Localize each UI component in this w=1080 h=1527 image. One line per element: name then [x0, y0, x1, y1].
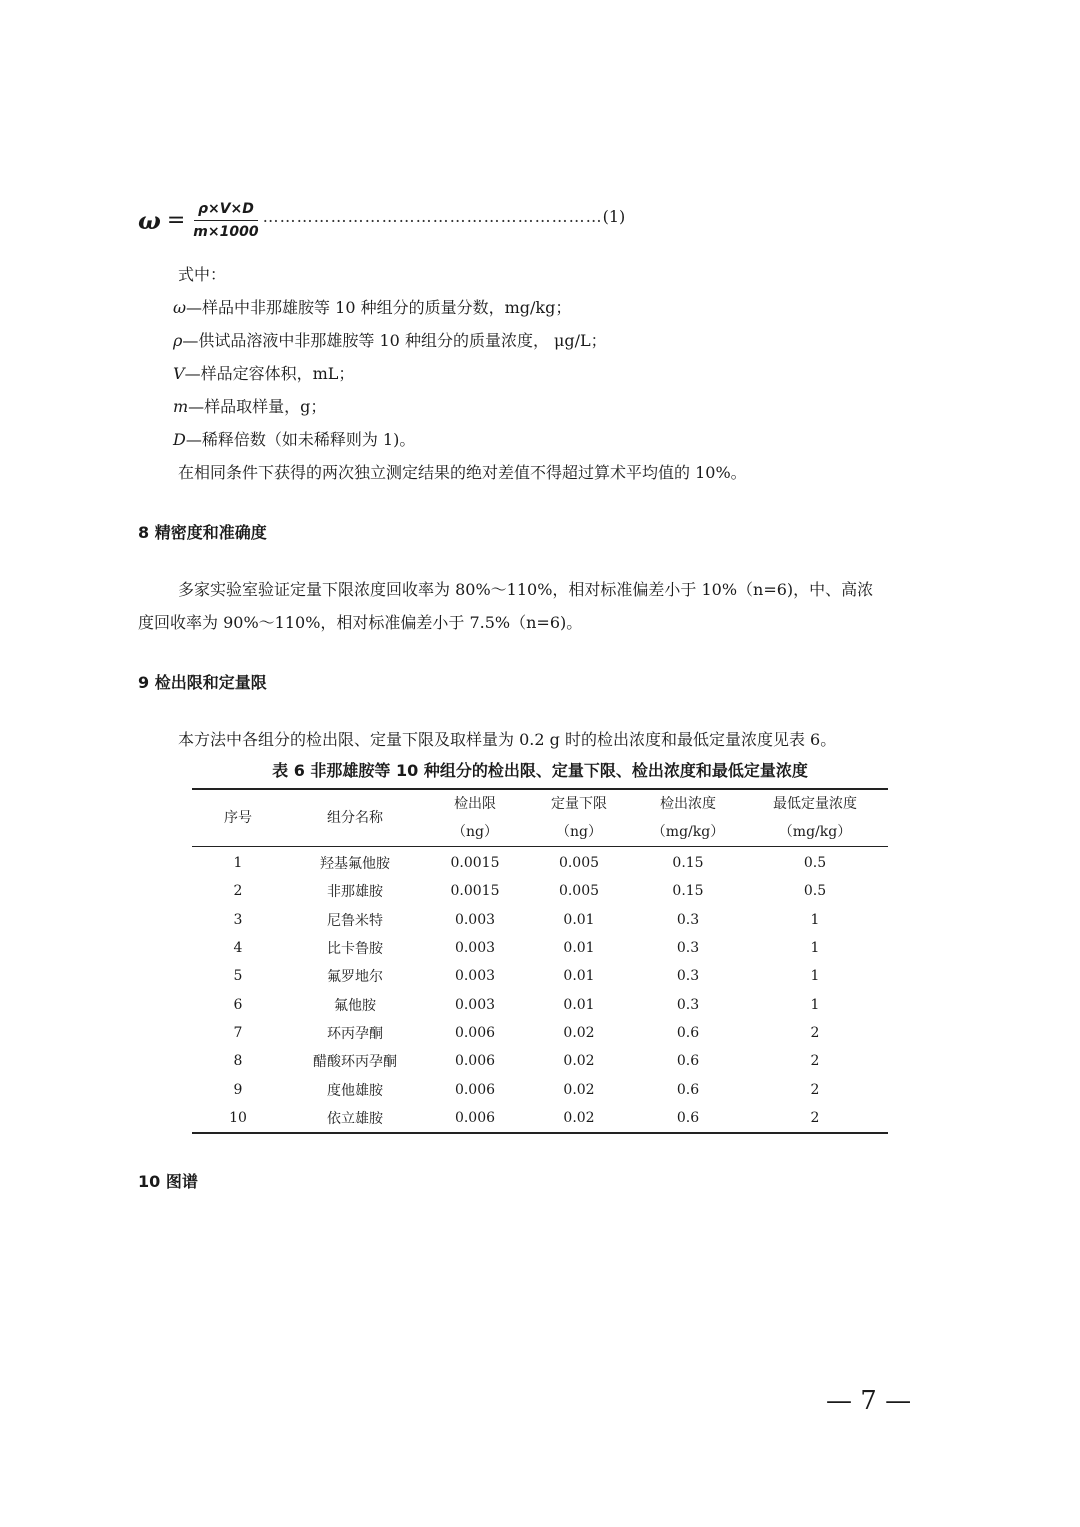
cell-loq: 0.02 — [563, 1024, 595, 1041]
cell-loq: 0.005 — [558, 883, 600, 900]
definition-text: —稀释倍数（如未稀释则为 1)。 — [185, 430, 416, 449]
cell-conc: 0.3 — [676, 968, 700, 985]
section-8-para-line2: 度回收率为 90%～110%，相对标准偏差小于 7.5%（n=6)。 — [138, 613, 583, 632]
table-row — [192, 990, 888, 1018]
definition-d — [173, 423, 415, 456]
definition-v — [173, 357, 354, 390]
cell-loq: 0.02 — [563, 1109, 595, 1126]
cell-conc: 0.15 — [672, 855, 704, 872]
table-row — [192, 1075, 888, 1103]
section-8-para-line1: 多家实验室验证定量下限浓度回收率为 80%～110%，相对标准偏差小于 10%（n=6)，中、高浓 — [178, 580, 874, 599]
page-number: — 7 — — [826, 1386, 912, 1416]
cell-lod: 0.003 — [454, 968, 496, 985]
cell-name: 氟他胺 — [334, 997, 376, 1014]
cell-conc: 0.3 — [676, 911, 700, 928]
table-row — [192, 1047, 888, 1075]
cell-minq: 1 — [810, 911, 820, 928]
cell-conc: 0.6 — [676, 1024, 700, 1041]
cell-no: 2 — [233, 883, 243, 900]
cell-conc: 0.6 — [676, 1053, 700, 1070]
definition-text: —样品中非那雄胺等 10 种组分的质量分数，mg/kg； — [186, 298, 572, 317]
cell-minq: 2 — [810, 1024, 820, 1041]
formula-denominator: m×1000 — [193, 223, 259, 240]
table-row — [192, 847, 888, 878]
section-8-heading: 8 精密度和准确度 — [138, 523, 267, 542]
section-10-heading: 10 图谱 — [138, 1172, 198, 1191]
formula-equals: = — [166, 207, 186, 233]
cell-no: 5 — [233, 968, 243, 985]
cell-no: 8 — [233, 1053, 243, 1070]
header-no: 序号 — [192, 789, 284, 847]
cell-conc: 0.6 — [676, 1081, 700, 1098]
cell-lod: 0.0015 — [450, 855, 500, 872]
cell-no: 7 — [233, 1024, 243, 1041]
definitions-note: 在相同条件下获得的两次独立测定结果的绝对差值不得超过算术平均值的 10%。 — [178, 463, 747, 482]
cell-lod: 0.006 — [454, 1024, 496, 1041]
cell-minq: 1 — [810, 968, 820, 985]
cell-loq: 0.02 — [563, 1053, 595, 1070]
header-lod-unit: （ng） — [426, 818, 524, 847]
cell-minq: 0.5 — [803, 883, 827, 900]
cell-loq: 0.01 — [563, 940, 595, 957]
section-9-heading: 9 检出限和定量限 — [138, 673, 267, 692]
cell-minq: 1 — [810, 940, 820, 957]
cell-lod: 0.006 — [454, 1053, 496, 1070]
header-loq-unit: （ng） — [524, 818, 634, 847]
formula-number: (1) — [602, 206, 626, 226]
header-loq: 定量下限 — [551, 796, 607, 812]
cell-conc: 0.15 — [672, 883, 704, 900]
cell-name: 环丙孕酮 — [327, 1025, 383, 1042]
cell-no: 6 — [233, 996, 243, 1013]
cell-name: 度他雄胺 — [327, 1082, 383, 1099]
cell-minq: 1 — [810, 996, 820, 1013]
table-row — [192, 962, 888, 990]
header-name: 组分名称 — [284, 789, 426, 847]
formula-1 — [138, 192, 625, 248]
definition-text: —供试品溶液中非那雄胺等 10 种组分的质量浓度， μg/L； — [182, 331, 607, 350]
cell-no: 1 — [233, 855, 243, 872]
table-caption: 表 6 非那雄胺等 10 种组分的检出限、定量下限、检出浓度和最低定量浓度 — [272, 761, 808, 780]
header-lod: 检出限 — [454, 796, 496, 812]
cell-no: 4 — [233, 940, 243, 957]
table-row — [192, 877, 888, 905]
cell-loq: 0.02 — [563, 1081, 595, 1098]
cell-loq: 0.005 — [558, 855, 600, 872]
cell-lod: 0.0015 — [450, 883, 500, 900]
table-row — [192, 906, 888, 934]
cell-conc: 0.3 — [676, 940, 700, 957]
definition-symbol: D — [173, 430, 186, 449]
cell-name: 依立雄胺 — [327, 1110, 383, 1127]
cell-lod: 0.003 — [454, 940, 496, 957]
cell-minq: 2 — [810, 1109, 820, 1126]
cell-name: 尼鲁米特 — [327, 912, 383, 929]
formula-numerator: ρ×V×D — [194, 201, 258, 221]
cell-no: 9 — [233, 1081, 243, 1098]
cell-no: 3 — [233, 911, 243, 928]
table-row — [192, 1019, 888, 1047]
formula-fraction — [193, 201, 258, 240]
cell-conc: 0.6 — [676, 1109, 700, 1126]
cell-lod: 0.006 — [454, 1109, 496, 1126]
cell-minq: 0.5 — [803, 855, 827, 872]
definitions-intro: 式中： — [178, 265, 227, 284]
detection-limits-table — [192, 788, 888, 1134]
header-conc: 检出浓度 — [660, 796, 716, 812]
cell-loq: 0.01 — [563, 911, 595, 928]
table-header-row — [192, 789, 888, 818]
cell-lod: 0.003 — [454, 911, 496, 928]
cell-lod: 0.006 — [454, 1081, 496, 1098]
cell-no: 10 — [229, 1109, 247, 1126]
formula-lhs: ω — [138, 205, 161, 235]
cell-name: 氟罗地尔 — [327, 969, 383, 986]
definition-symbol: V — [173, 364, 185, 383]
cell-minq: 2 — [810, 1081, 820, 1098]
cell-name: 非那雄胺 — [327, 884, 383, 901]
definition-symbol: m — [173, 397, 189, 416]
definition-text: —样品取样量，g； — [188, 397, 327, 416]
definition-symbol: ρ — [173, 331, 183, 350]
table-row — [192, 1104, 888, 1133]
definition-text: —样品定容体积，mL； — [184, 364, 355, 383]
definition-omega — [173, 291, 571, 324]
header-minq-unit: （mg/kg） — [742, 818, 888, 847]
definition-m — [173, 390, 326, 423]
cell-lod: 0.003 — [454, 996, 496, 1013]
formula-leader-dots: …………………………………………………… — [262, 206, 603, 226]
cell-name: 醋酸环丙孕酮 — [313, 1054, 397, 1071]
cell-name: 比卡鲁胺 — [327, 941, 383, 958]
header-conc-unit: （mg/kg） — [634, 818, 742, 847]
section-9-para: 本方法中各组分的检出限、定量下限及取样量为 0.2 g 时的检出浓度和最低定量浓度见表 6。 — [178, 730, 837, 749]
cell-loq: 0.01 — [563, 996, 595, 1013]
definition-symbol: ω — [173, 298, 187, 317]
table-row — [192, 934, 888, 962]
cell-loq: 0.01 — [563, 968, 595, 985]
cell-conc: 0.3 — [676, 996, 700, 1013]
cell-name: 羟基氟他胺 — [320, 856, 390, 873]
definition-rho — [173, 324, 607, 357]
header-minq: 最低定量浓度 — [773, 796, 857, 812]
cell-minq: 2 — [810, 1053, 820, 1070]
